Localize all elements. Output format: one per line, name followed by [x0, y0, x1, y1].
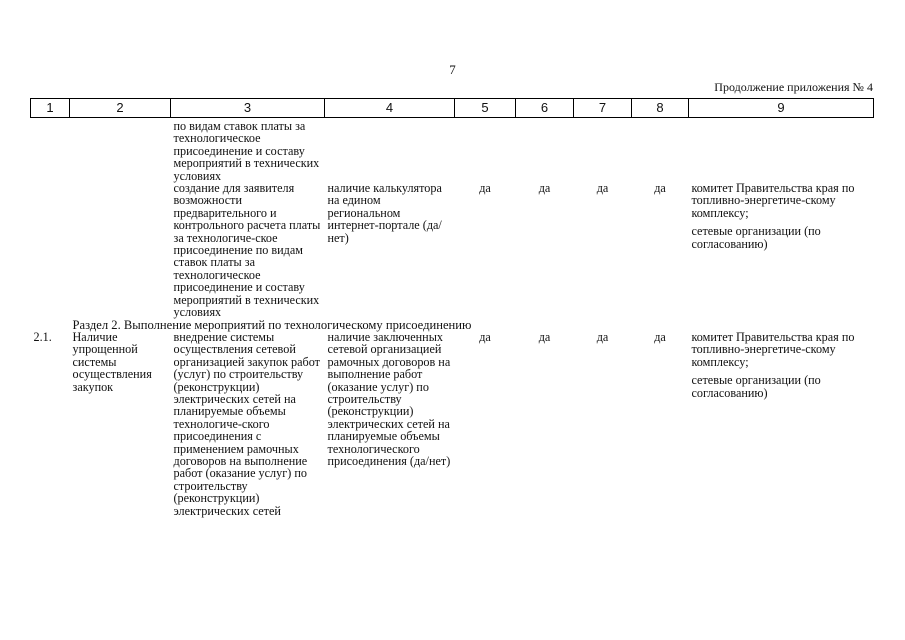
column-number-row [31, 99, 874, 118]
measure-text: внедрение системы осуществления сетевой организацией закупок работ (услуг) по строительству (реконструкции) электрических сетей на планируемые объемы технологиче-ского присоединения с применением рамочных договоров на выполнение работ (оказание услуг) по строительству (реконструкции) электрических сетей [173, 329, 320, 518]
header-cell: 1 [31, 99, 70, 118]
value-cell: да [596, 181, 609, 196]
header-cell: 3 [171, 99, 325, 118]
responsible-cell [689, 182, 874, 318]
value-cell: да [479, 329, 491, 344]
row-number: 2.1. [33, 329, 52, 344]
value-cell: да [538, 329, 551, 344]
header-cell: 5 [455, 99, 516, 118]
value-cell: да [538, 181, 551, 196]
value-cell: да [654, 181, 666, 196]
responsible-committee: комитет Правительства края по топливно-энергетиче-скому комплексу; [691, 329, 855, 369]
value-cell: да [596, 329, 609, 344]
header-cell: 7 [574, 99, 632, 118]
measure-text: по видам ставок платы за технологическое присоединение и составу мероприятий в технических условиях [173, 119, 320, 183]
table-row [31, 331, 874, 517]
value-cell: да [654, 329, 666, 344]
header-cell: 6 [516, 99, 574, 118]
value-cell: да [479, 181, 491, 196]
appendix-note: Продолжение приложения № 4 [714, 80, 873, 94]
table-row [31, 118, 874, 183]
measures-table [30, 98, 874, 517]
responsible-networks: сетевые организации (по согласованию) [691, 224, 821, 251]
header-cell: 4 [325, 99, 455, 118]
indicator-text: наличие калькулятора на едином региональном интернет-портале (да/нет) [327, 181, 442, 245]
indicator-text: наличие заключенных сетевой организацией рамочных договоров на выполнение работ (оказание услуг) по строительству (реконструкции) электрических сетей на планируемые объемы технологического присоединения (да/нет) [327, 329, 451, 468]
responsible-cell [689, 331, 874, 517]
section-title: Раздел 2. Выполнение мероприятий по технологическому присоединению [72, 317, 472, 332]
header-cell: 9 [689, 99, 874, 118]
responsible-committee: комитет Правительства края по топливно-энергетиче-скому комплексу; [691, 181, 855, 220]
table-row [31, 182, 874, 318]
page-number: 7 [449, 62, 456, 77]
header-cell: 8 [632, 99, 689, 118]
item-title: Наличие упрощенной системы осуществления закупок [72, 329, 152, 394]
responsible-networks: сетевые организации (по согласованию) [691, 373, 821, 400]
measure-text: создание для заявителя возможности предварительного и контрольного расчета платы за технологиче-ское присоединение по видам ставок платы за технологическое присоединение и составу мероприятий в технических условиях [173, 181, 321, 320]
header-cell: 2 [70, 99, 171, 118]
